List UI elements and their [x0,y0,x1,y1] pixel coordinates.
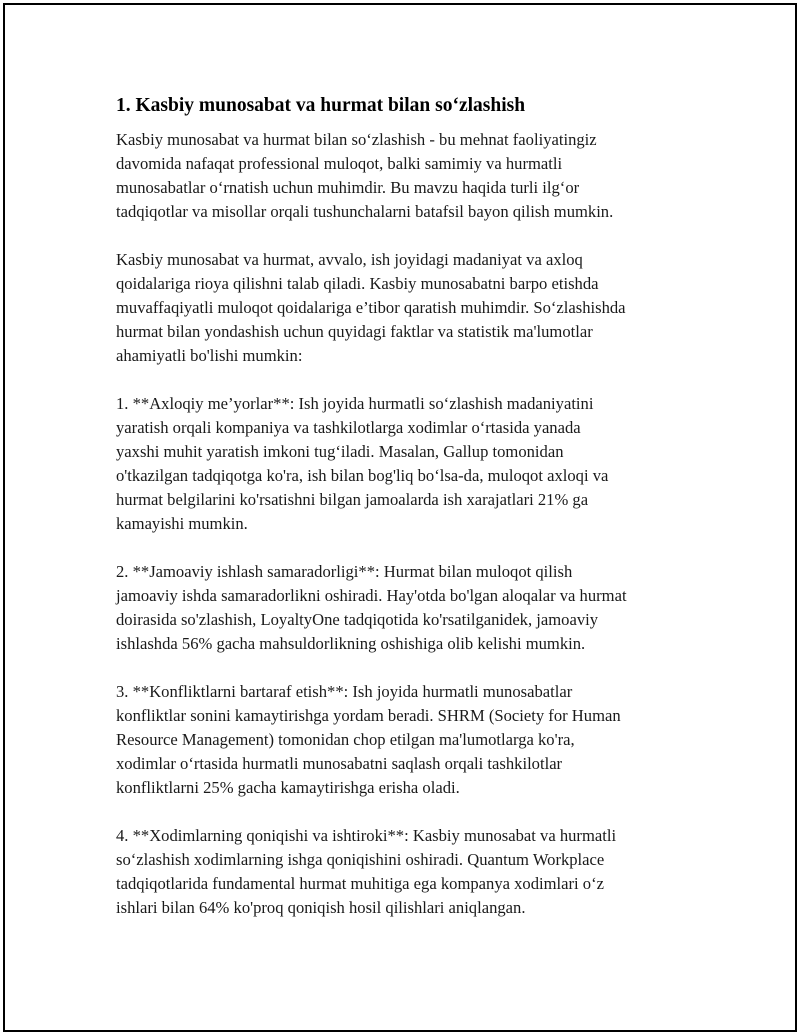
document-body [116,94,700,944]
paragraph-item-2: 2. **Jamoaviy ishlash samaradorligi**: Hurmat bilan muloqot qilish jamoaviy ishda samaradorlikni oshiradi. Hay'otda bo'lgan aloqalar va hurmat doirasida so'zlashish, LoyaltyOne tadqiqotida ko'rsatilganidek, jamoaviy ishlashda 56% gacha mahsuldorlikning oshishiga olib kelishi mumkin. [116,562,627,653]
paragraph-intro: Kasbiy munosabat va hurmat bilan so‘zlashish - bu mehnat faoliyatingiz davomida nafaqat professional muloqot, balki samimiy va hurmatli munosabatlar o‘rnatish uchun muhimdir. Bu mavzu haqida turli ilg‘or tadqiqotlar va misollar orqali tushunchalarni batafsil bayon qilish mumkin. [116,130,614,221]
paragraph-item-1: 1. **Axloqiy me’yorlar**: Ish joyida hurmatli so‘zlashish madaniyatini yaratish orqali kompaniya va tashkilotlarga xodimlar o‘rtasida yanada yaxshi muhit yaratish imkoni tug‘iladi. Masalan, Gallup tomonidan o'tkazilgan tadqiqotga ko'ra, ish bilan bog'liq bo‘lsa-da, muloqot axloqi va hurmat belgilarini ko'rsatishni bilgan jamoalarda ish xarajatlari 21% ga kamayishi mumkin. [116,394,609,533]
section-heading: 1. Kasbiy munosabat va hurmat bilan so‘zlashish [116,95,526,116]
paragraph-item-4: 4. **Xodimlarning qoniqishi va ishtiroki**: Kasbiy munosabat va hurmatli so‘zlashish xodimlarning ishga qoniqishini oshiradi. Quantum Workplace tadqiqotlarida fundamental hurmat muhitiga ega kompanya xodimlari o‘z ishlari bilan 64% ko'proq qoniqish hosil qilishlari aniqlangan. [116,826,617,917]
paragraph-item-3: 3. **Konfliktlarni bartaraf etish**: Ish joyida hurmatli munosabatlar konfliktlar sonini kamaytirishga yordam beradi. SHRM (Society for Human Resource Management) tomonidan chop etilgan ma'lumotlarga ko'ra, xodimlar o‘rtasida hurmatli munosabatni saqlash orqali tashkilotlar konfliktlarni 25% gacha kamaytirishga erisha oladi. [116,682,621,797]
paragraph-context: Kasbiy munosabat va hurmat, avvalo, ish joyidagi madaniyat va axloq qoidalariga rioya qilishni talab qiladi. Kasbiy munosabatni barpo etishda muvaffaqiyatli muloqot qoidalariga e’tibor qaratish muhimdir. So‘zlashishda hurmat bilan yondashish uchun quyidagi faktlar va statistik ma'lumotlar ahamiyatli bo'lishi mumkin: [116,250,626,365]
